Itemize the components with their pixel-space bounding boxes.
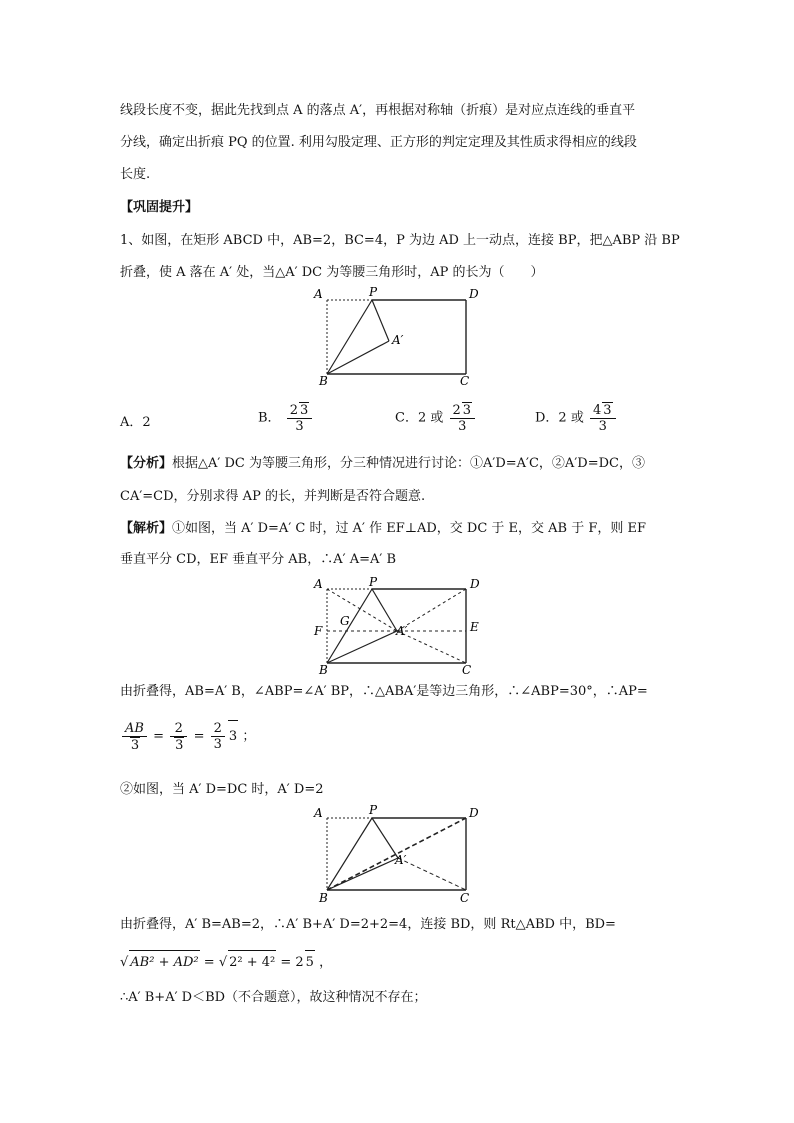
svg-text:C: C bbox=[460, 891, 470, 905]
option-d-label: D．2 或 bbox=[535, 410, 584, 426]
option-d bbox=[535, 402, 618, 434]
solution-line-2: 垂直平分 CD，EF 垂直平分 AB，∴A′ A=A′ B bbox=[120, 552, 396, 567]
svg-text:F: F bbox=[314, 624, 323, 638]
option-d-frac: $\frac{4 3}{3}$ bbox=[590, 402, 616, 434]
fig1-label-d: D bbox=[469, 287, 479, 301]
figure-1 bbox=[312, 284, 488, 390]
fold-line-2: 由折叠得，A′ B=AB=2，∴A′ B+A′ D=2+2=4，连接 BD，则 Rt△ABD 中，BD= bbox=[120, 917, 616, 932]
text-line-1: 线段长度不变，据此先找到点 A 的落点 A′，再根据对称轴（折痕）是对应点连线的垂直平 bbox=[120, 103, 636, 118]
conclusion-line: ∴A′ B+A′ D＜BD（不合题意），故这种情况不存在； bbox=[120, 990, 427, 1005]
svg-text:P: P bbox=[369, 575, 378, 589]
text-line-3: 长度. bbox=[120, 167, 151, 182]
question-line-1: 1、如图，在矩形 ABCD 中，AB=2，BC=4，P 为边 AD 上一动点，连接 BP，把△ABP 沿 BP bbox=[120, 233, 680, 248]
svg-text:A′: A′ bbox=[396, 624, 408, 638]
fig1-label-p: P bbox=[369, 285, 378, 299]
fig1-label-ap: A′ bbox=[392, 333, 404, 347]
figure-3 bbox=[312, 802, 488, 906]
svg-text:P: P bbox=[369, 803, 378, 817]
figure-2 bbox=[312, 575, 492, 678]
fold-line-1: 由折叠得，AB=A′ B，∠ABP=∠A′ BP，∴△ABA′是等边三角形，∴∠ABP=30°，∴AP= bbox=[120, 684, 648, 699]
svg-text:A: A bbox=[314, 806, 323, 820]
analysis-line-1: 【分析】根据△A′ DC 为等腰三角形，分三种情况进行讨论：①A′D=A′C，②A′D=DC，③ bbox=[120, 456, 645, 471]
fig1-bp bbox=[327, 300, 372, 374]
text-line-2: 分线，确定出折痕 PQ 的位置. 利用勾股定理、正方形的判定定理及其性质求得相应的线段 bbox=[120, 135, 637, 150]
fig1-ba bbox=[327, 341, 389, 374]
fig1-pa bbox=[372, 300, 389, 341]
case-2-line: ②如图，当 A′ D=DC 时，A′ D=2 bbox=[120, 782, 324, 797]
fig1-label-a: A bbox=[314, 287, 323, 301]
option-b-label: B． bbox=[258, 410, 281, 426]
fig1-label-b: B bbox=[319, 374, 328, 388]
svg-text:A′: A′ bbox=[395, 853, 407, 867]
svg-text:D: D bbox=[469, 806, 479, 820]
svg-text:E: E bbox=[470, 620, 479, 634]
fig1-label-c: C bbox=[460, 374, 470, 388]
svg-text:A: A bbox=[314, 577, 323, 591]
solution-label: 【解析】 bbox=[120, 521, 173, 536]
bd-formula: √ AB² + AD² = √ 2² + 4² = 2 5 ， bbox=[120, 950, 332, 975]
question-line-2: 折叠，使 A 落在 A′ 处，当△A′ DC 为等腰三角形时，AP 的长为（ ） bbox=[120, 265, 544, 280]
svg-text:B: B bbox=[319, 663, 328, 677]
svg-text:G: G bbox=[340, 614, 350, 628]
option-b-frac: $\frac{2 3}{3}$ bbox=[287, 402, 313, 434]
analysis-label: 【分析】 bbox=[120, 456, 173, 471]
option-c-frac: $\frac{2 3}{3}$ bbox=[450, 402, 476, 434]
svg-text:B: B bbox=[319, 891, 328, 905]
solution-line-1: 【解析】①如图，当 A′ D=A′ C 时，过 A′ 作 EF⊥AD，交 DC 于 E，交 AB 于 F，则 EF bbox=[120, 521, 647, 536]
ap-formula: $\frac{AB}{3}$ = $\frac{2}{3}$ = $\frac{2}{3}$ 3 ； bbox=[120, 720, 255, 753]
analysis-line-2: CA′=CD，分别求得 AP 的长，并判断是否符合题意. bbox=[120, 489, 426, 504]
section-heading: 【巩固提升】 bbox=[120, 200, 199, 215]
option-b bbox=[258, 402, 314, 434]
option-c bbox=[395, 402, 477, 434]
option-a: A．2 bbox=[120, 415, 151, 430]
option-c-label: C．2 或 bbox=[395, 410, 444, 426]
svg-text:C: C bbox=[462, 663, 472, 677]
svg-text:D: D bbox=[470, 577, 480, 591]
